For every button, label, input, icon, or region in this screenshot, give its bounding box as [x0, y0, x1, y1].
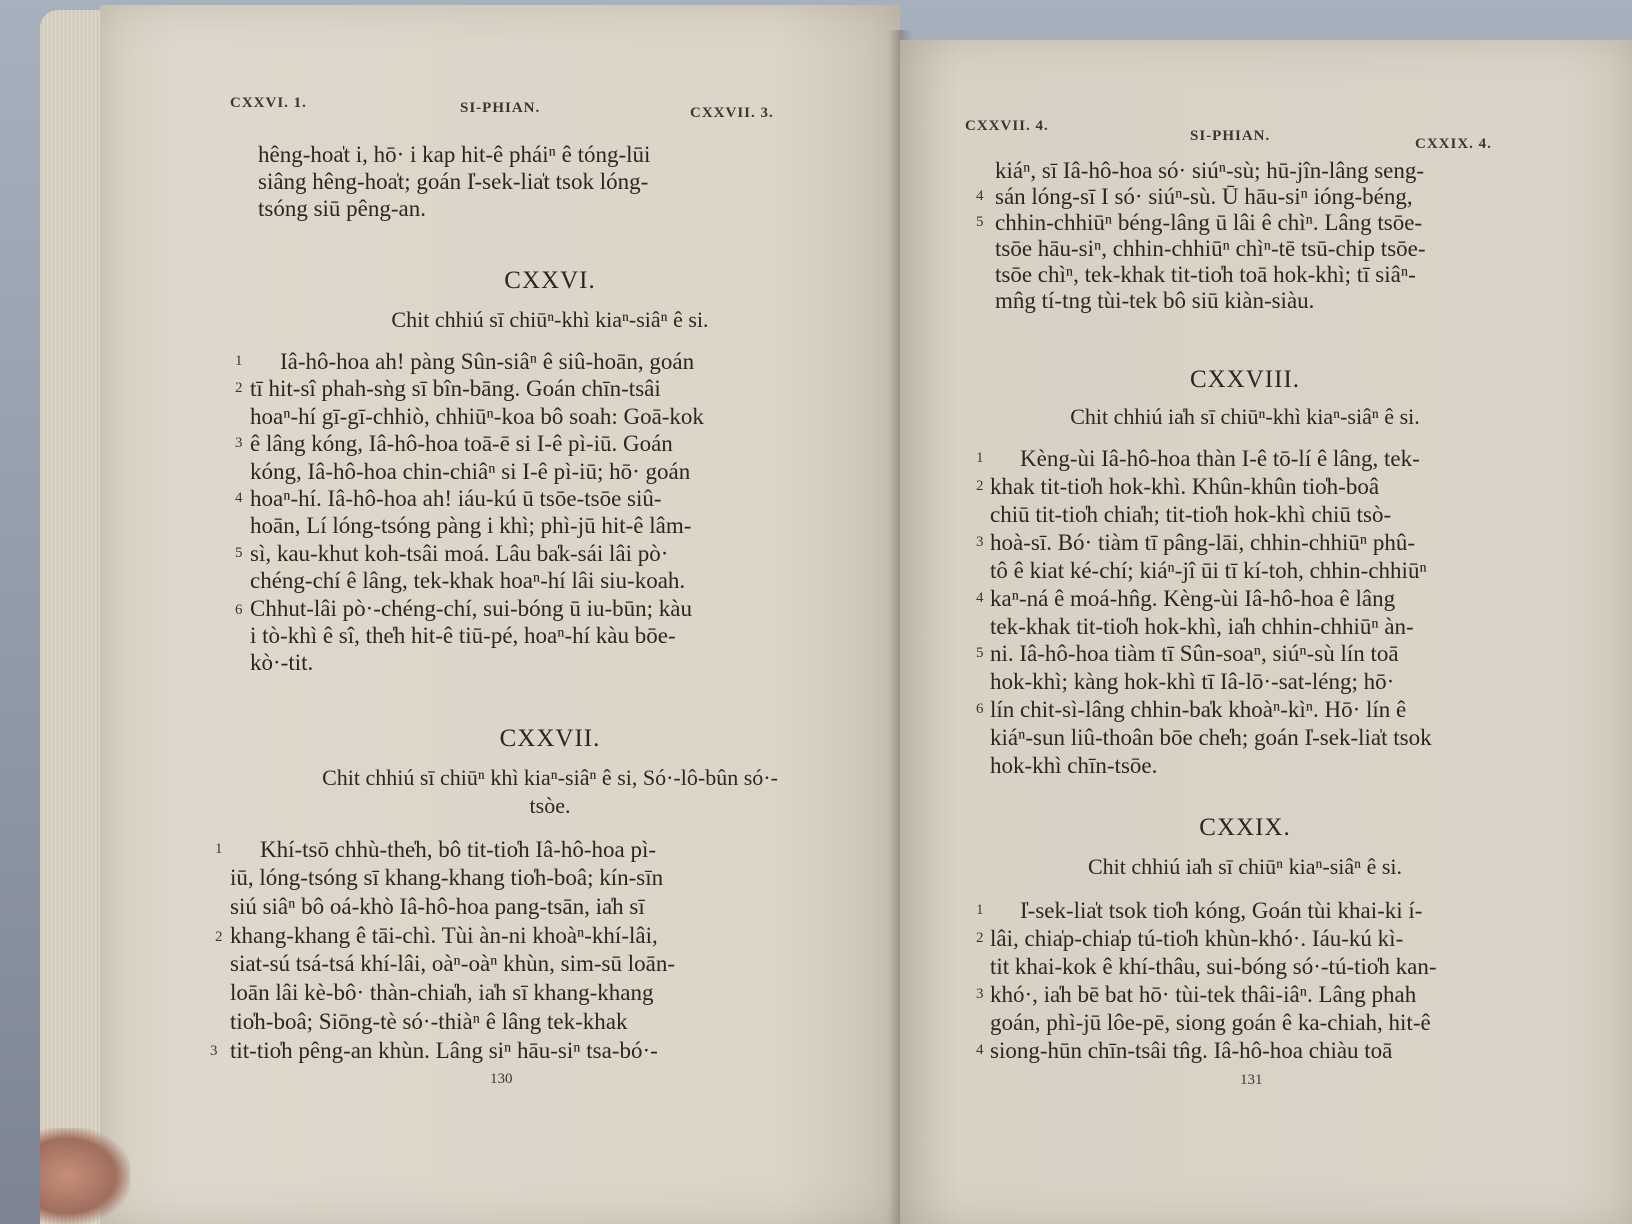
- text-line: tit-tio̍h pêng-an khùn. Lâng siⁿ hāu-siⁿ tsa-bó·-: [230, 1038, 658, 1063]
- text-line: tsōe hāu-siⁿ, chhin-chhiūⁿ chìⁿ-tē tsū-chip tsōe-: [995, 236, 1426, 261]
- text-line: hoān, Lí lóng-tsóng pàng i khì; phì-jū hit-ê lâm-: [250, 513, 692, 538]
- verse-number: 1: [235, 353, 243, 369]
- psalm-subtitle: tsòe.: [529, 793, 571, 818]
- verse-number: 1: [976, 902, 984, 918]
- page-number: 131: [1240, 1072, 1263, 1088]
- text-line: chhin-chhiūⁿ béng-lâng ū lâi ê chìⁿ. Lâng tsōe-: [995, 210, 1423, 235]
- text-line: sán lóng-sī I só· siúⁿ-sù. Ū hāu-siⁿ ióng-béng,: [995, 184, 1413, 209]
- text-line: siat-sú tsá-tsá khí-lâi, oàⁿ-oàⁿ khùn, sim-sū loān-: [230, 951, 676, 976]
- open-book: [40, 0, 1632, 1224]
- verse-number: 2: [976, 478, 984, 494]
- text-line: kiáⁿ-sun liû-thoân bōe che̍h; goán I̍-sek-lia̍t tsok: [990, 725, 1432, 750]
- text-line: tī hit-sî phah-sǹg sī bîn-bāng. Goán chīn-tsâi: [250, 376, 661, 401]
- text-line: siong-hūn chīn-tsâi tn̂g. Iâ-hô-hoa chiàu toā: [990, 1038, 1393, 1063]
- text-line: i tò-khì ê sî, the̍h hit-ê tiū-pé, hoaⁿ-hí kàu bōe-: [250, 623, 676, 648]
- text-line: hoaⁿ-hí. Iâ-hô-hoa ah! iáu-kú ū tsōe-tsōe siû-: [250, 486, 662, 511]
- page-number: 130: [490, 1071, 513, 1087]
- text-line: khak tit-tio̍h hok-khì. Khûn-khûn tio̍h-boâ: [990, 474, 1380, 499]
- verse-number: 5: [976, 645, 984, 661]
- running-head-left: CXXVII. 4.: [965, 118, 1049, 134]
- verse-number: 3: [235, 435, 243, 451]
- text-line: iū, lóng-tsóng sī khang-khang tio̍h-boâ; kín-sīn: [230, 865, 664, 890]
- text-line: tô ê kiat ké-chí; kiáⁿ-jî ūi tī kí-toh, chhin-chhiūⁿ: [990, 558, 1427, 583]
- verse-number: 2: [976, 930, 984, 946]
- verse-number: 1: [215, 841, 223, 857]
- text-line: loān lâi kè-bô· thàn-chia̍h, ia̍h sī khang-khang: [230, 980, 654, 1005]
- text-line: hoaⁿ-hí gī-gī-chhiò, chhiūⁿ-koa bô soah: Goā-kok: [250, 404, 704, 429]
- running-head-center: SI-PHIAN.: [1190, 128, 1271, 144]
- psalm-title: CXXIX.: [1199, 814, 1291, 841]
- psalm-subtitle: Chit chhiú sī chiūⁿ khì kiaⁿ-siâⁿ ê si, Só·-lô-bûn só·-: [322, 765, 778, 790]
- text-line: hok-khì chīn-tsōe.: [990, 753, 1158, 778]
- text-line: kiáⁿ, sī Iâ-hô-hoa só· siúⁿ-sù; hū-jîn-lâng seng-: [995, 158, 1425, 183]
- text-line: tsóng siū pêng-an.: [258, 196, 427, 221]
- text-line: tek-khak tit-tio̍h hok-khì, ia̍h chhin-chhiūⁿ àn-: [990, 614, 1414, 639]
- psalm-title: CXXVIII.: [1189, 366, 1301, 393]
- verse-number: 4: [976, 590, 984, 606]
- text-line: tit khai-kok ê khí-thâu, sui-bóng só·-tú-tio̍h kan-: [990, 954, 1437, 979]
- running-head-right: CXXVII. 3.: [690, 105, 774, 121]
- running-head-right: CXXIX. 4.: [1415, 136, 1492, 152]
- verse-number: 1: [976, 450, 984, 466]
- text-line: siú siâⁿ bô oá-khò Iâ-hô-hoa pang-tsān, ia̍h sī: [230, 894, 645, 919]
- text-line: chéng-chí ê lâng, tek-khak hoaⁿ-hí lâi siu-koah.: [250, 568, 686, 593]
- verse-number: 4: [976, 188, 984, 204]
- text-line: tsōe chìⁿ, tek-khak tit-tio̍h toā hok-khì; tī siâⁿ-: [995, 262, 1416, 287]
- text-line: Khí-tsō chhù-the̍h, bô tit-tio̍h Iâ-hô-hoa pì-: [260, 837, 657, 862]
- psalm-subtitle: Chit chhiú ia̍h sī chiūⁿ-khì kiaⁿ-siâⁿ ê si.: [1070, 404, 1420, 429]
- left-page: [100, 5, 900, 1224]
- text-line: kò·-tit.: [250, 650, 314, 675]
- running-head-center: SI-PHIAN.: [460, 100, 541, 116]
- text-line: lín chit-sì-lâng chhin-ba̍k khoàⁿ-kìⁿ. Hō· lín ê: [990, 697, 1407, 722]
- text-line: Iâ-hô-hoa ah! pàng Sûn-siâⁿ ê siû-hoān, goán: [280, 349, 695, 374]
- verse-number: 6: [235, 602, 243, 618]
- text-line: Chhut-lâi pò·-chéng-chí, sui-bóng ū iu-būn; kàu: [250, 596, 693, 621]
- text-line: kóng, Iâ-hô-hoa chin-chiâⁿ si I-ê pì-iū; hō· goán: [250, 459, 691, 484]
- verse-number: 2: [235, 380, 243, 396]
- text-line: siâng hêng-hoa̍t; goán I̍-sek-lia̍t tsok lóng-: [258, 169, 649, 194]
- text-line: I̍-sek-lia̍t tsok tio̍h kóng, Goán tùi khai-ki í-: [1020, 898, 1423, 923]
- text-line: khang-khang ê tāi-chì. Tùi àn-ni khoàⁿ-khí-lâi,: [230, 923, 658, 948]
- verse-number: 2: [215, 929, 223, 945]
- text-line: goán, phì-jū lôe-pē, siong goán ê ka-chiah, hit-ê: [990, 1010, 1431, 1035]
- psalm-title: CXXVII.: [499, 725, 601, 752]
- text-line: mn̂g tí-tng tùi-tek bô siū kiàn-siàu.: [995, 288, 1315, 313]
- verse-number: 5: [976, 214, 984, 230]
- text-line: hok-khì; kàng hok-khì tī Iâ-lō·-sat-léng; hō·: [990, 669, 1395, 694]
- verse-number: 3: [976, 534, 984, 550]
- verse-number: 3: [210, 1043, 218, 1059]
- psalm-title: CXXVI.: [504, 267, 596, 294]
- text-line: Kèng-ùi Iâ-hô-hoa thàn I-ê tō-lí ê lâng, tek-: [1020, 446, 1420, 471]
- verse-number: 3: [976, 986, 984, 1002]
- text-line: ni. Iâ-hô-hoa tiàm tī Sûn-soaⁿ, siúⁿ-sù lín toā: [990, 641, 1399, 666]
- text-line: hoà-sī. Bó· tiàm tī pâng-lāi, chhin-chhiūⁿ phû-: [990, 530, 1415, 555]
- verse-number: 6: [976, 701, 984, 717]
- right-page: [900, 40, 1632, 1224]
- psalm-subtitle: Chit chhiú sī chiūⁿ-khì kiaⁿ-siâⁿ ê si.: [391, 307, 709, 332]
- thumb: [40, 1128, 130, 1224]
- verse-number: 5: [235, 545, 243, 561]
- running-head-left: CXXVI. 1.: [230, 95, 307, 111]
- text-line: kaⁿ-ná ê moá-hn̂g. Kèng-ùi Iâ-hô-hoa ê lâng: [990, 586, 1396, 611]
- text-line: ê lâng kóng, Iâ-hô-hoa toā-ē si I-ê pì-iū. Goán: [250, 431, 673, 456]
- verse-number: 4: [235, 490, 243, 506]
- text-line: khó·, ia̍h bē bat hō· tùi-tek thâi-iâⁿ. Lâng phah: [990, 982, 1417, 1007]
- text-line: chiū tit-tio̍h chia̍h; tit-tio̍h hok-khì chiū tsò-: [990, 502, 1392, 527]
- psalm-subtitle: Chit chhiú ia̍h sī chiūⁿ kiaⁿ-siâⁿ ê si.: [1087, 854, 1403, 879]
- verse-number: 4: [976, 1042, 984, 1058]
- text-line: lâi, chia̍p-chia̍p tú-tio̍h khùn-khó·. Iáu-kú kì-: [990, 926, 1404, 951]
- text-line: tio̍h-boâ; Siōng-tè só·-thiàⁿ ê lâng tek-khak: [230, 1009, 628, 1034]
- text-line: hêng-hoa̍t i, hō· i kap hit-ê pháiⁿ ê tóng-lūi: [258, 142, 651, 167]
- text-line: sì, kau-khut koh-tsâi moá. Lâu ba̍k-sái lâi pò·: [250, 541, 669, 566]
